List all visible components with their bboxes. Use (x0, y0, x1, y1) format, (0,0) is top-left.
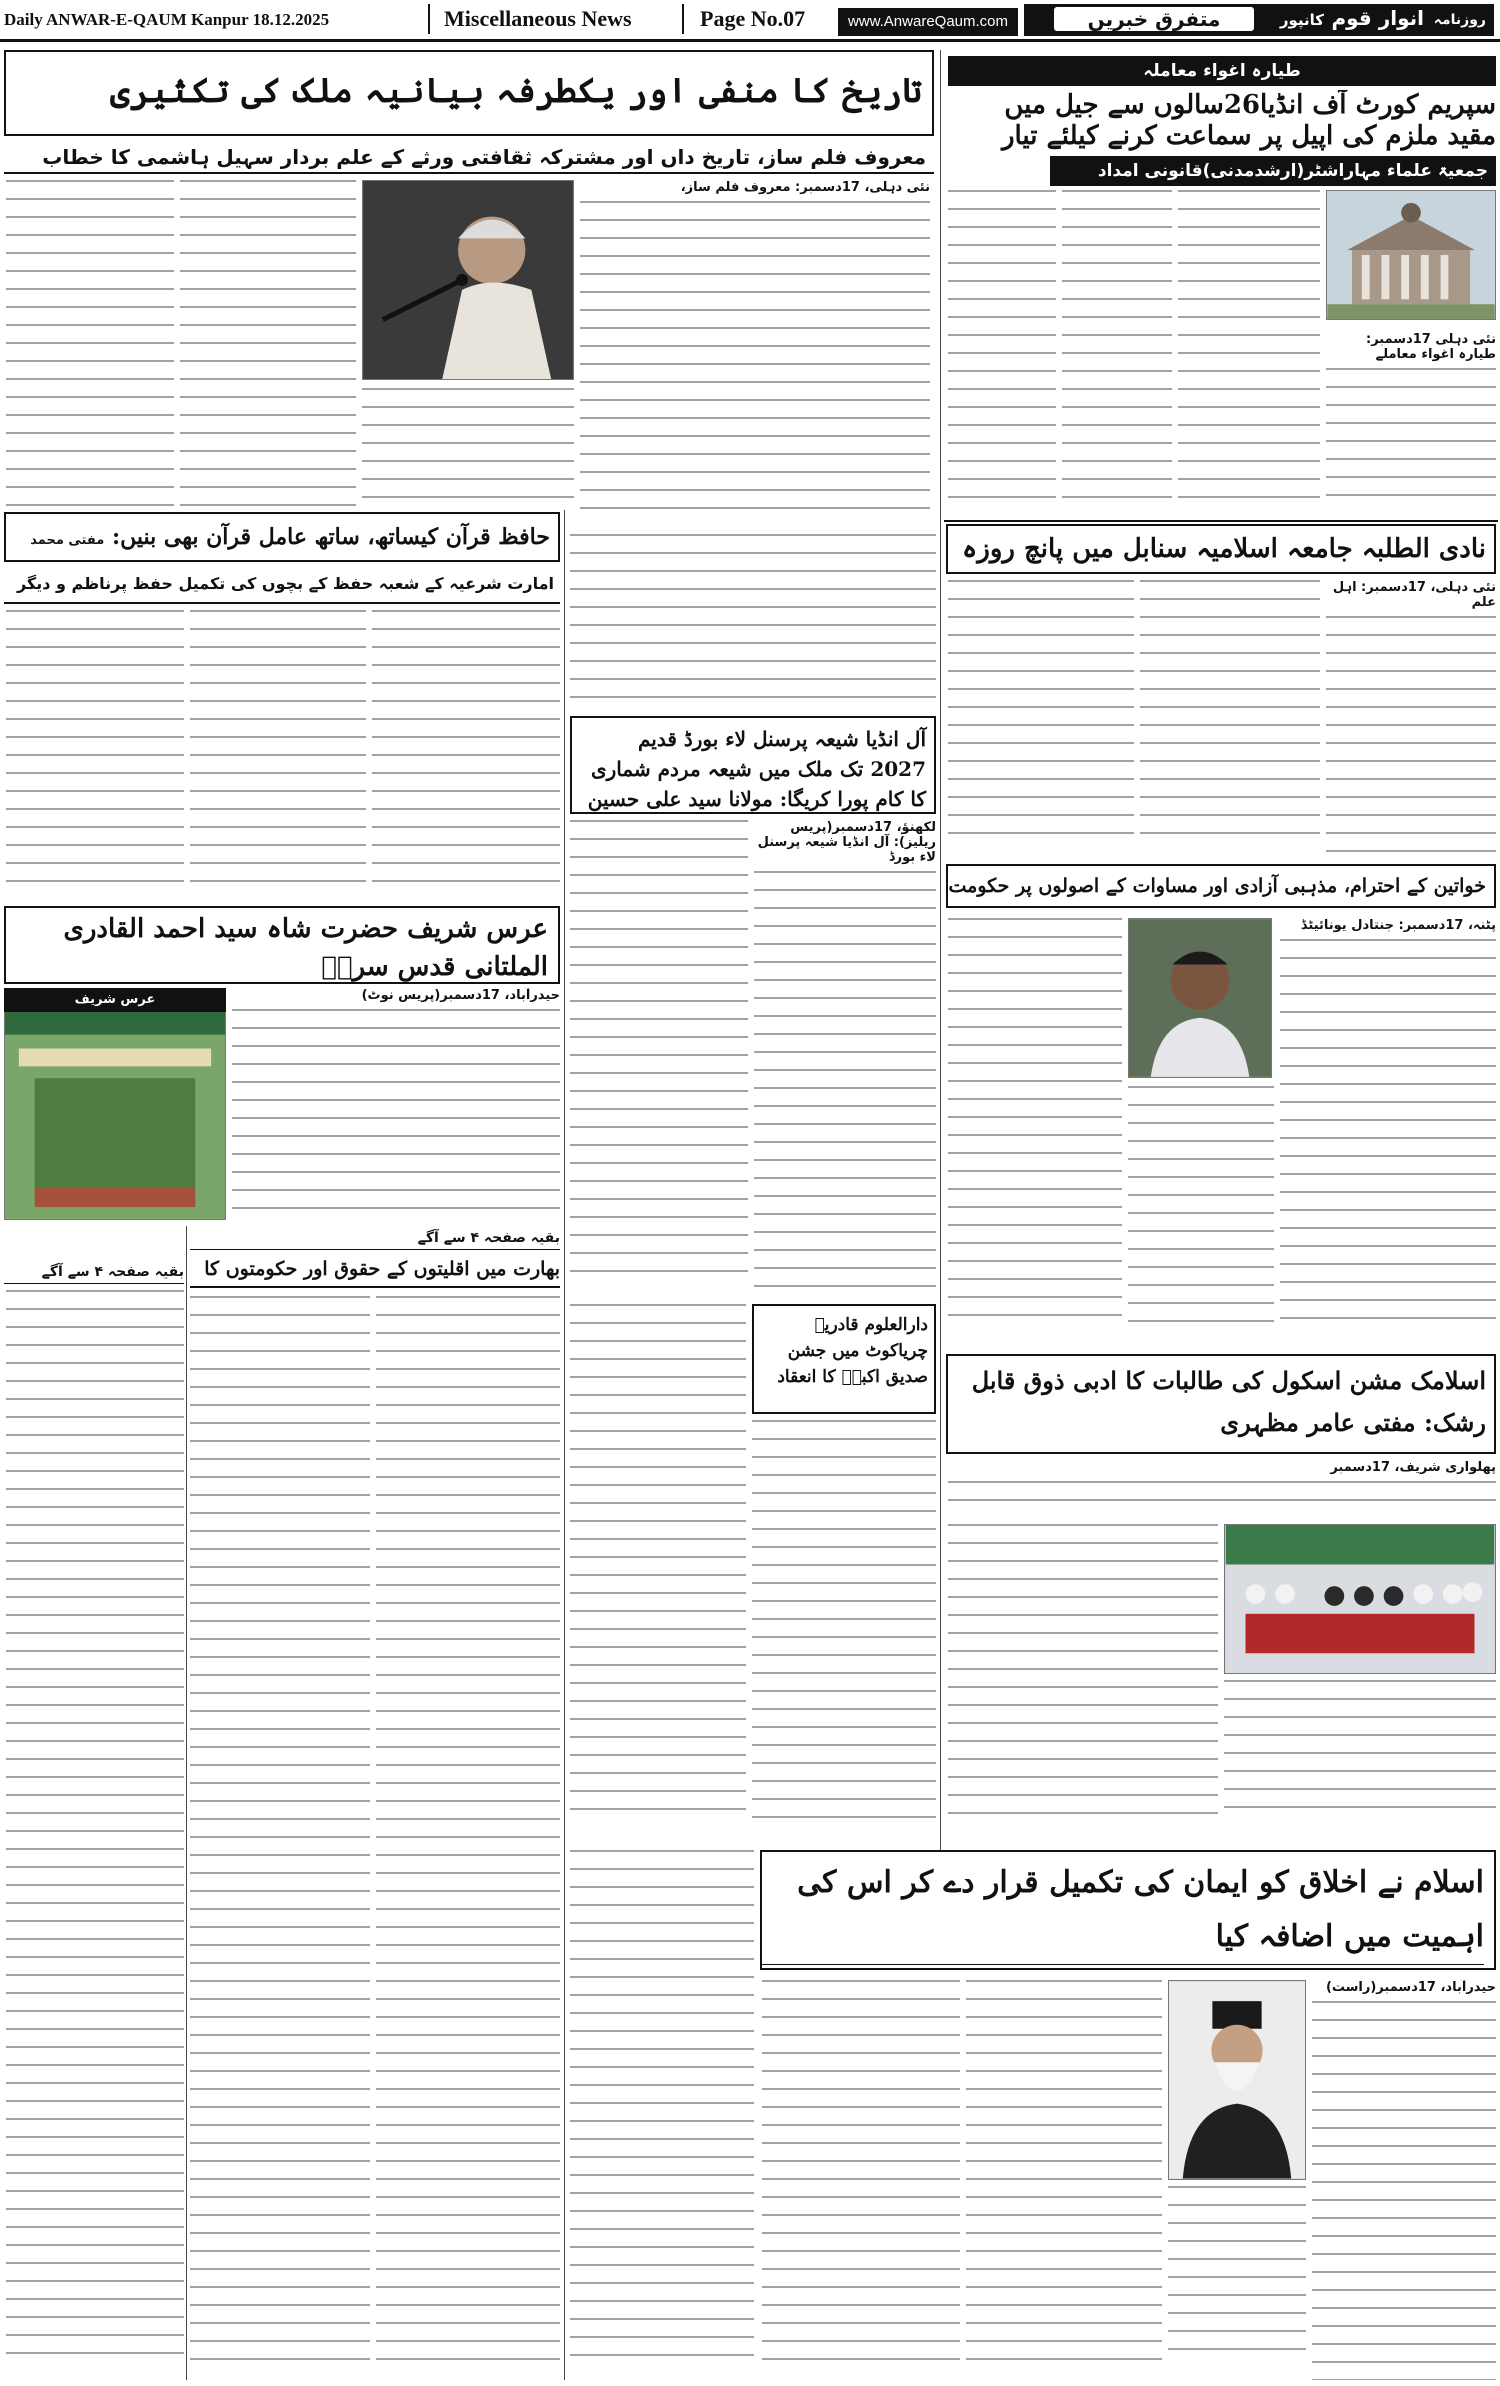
mission-school-subhead (948, 1444, 1486, 1454)
body-darul-uloom (752, 1420, 936, 1844)
body-history-col1 (580, 180, 930, 530)
headline-darul-uloom: دارالعلوم قادریہ چریاکوٹ میں جشن صدیق اکبرؓ کا انعقاد (752, 1304, 936, 1414)
body-history-continued (570, 534, 936, 712)
islam-akhlaq-title: اسلام نے اخلاق کو ایمان کی تکمیل قرار دے کر اس کی اہمیت میں اضافہ کیا (797, 1865, 1484, 1954)
dateline-supreme-court: نئی دہلی 17دسمبر: طیارہ اغواء معاملے (1366, 332, 1496, 362)
body-hafiz-col3 (6, 610, 184, 900)
section-title: Miscellaneous News (444, 6, 632, 31)
body-continued-col3 (6, 1290, 184, 2380)
speaker-photo (362, 180, 574, 380)
dateline-personal-law: لکھنؤ، 17دسمبر(پریس ریلیز): آل انڈیا شیعہ پرسنل لاء بورڈ (757, 820, 936, 865)
body-islam-akhlaq-col1 (1312, 1980, 1496, 2380)
city-label: کانپور (1279, 11, 1324, 29)
body-women-col1 (1280, 918, 1496, 1348)
hafiz-title: حافظ قرآن کیساتھ، ساتھ عامل قرآن بھی بنیں: (111, 524, 550, 550)
subhead-supreme-court: جمعیۃ علماء مہاراشٹر(ارشدمدنی)قانونی امداد (1050, 156, 1496, 186)
body-hafiz-col2 (190, 610, 366, 900)
continued-label-a: بقیہ صفحہ ۴ سے آگے (190, 1226, 560, 1250)
headline-history: تاریخ کا منفی اور یکطرفہ بیانیہ ملک کی تکثیری (4, 50, 934, 136)
headline-mission-school (946, 1354, 1496, 1454)
dateline-urs: حیدرآباد، 17دسمبر(پریس نوٹ) (361, 988, 560, 1003)
body-mission-school-col2 (948, 1524, 1218, 1844)
body-continued-col1 (376, 1296, 560, 2380)
dateline-mission-school: پھلواری شریف، 17دسمبر (1330, 1460, 1496, 1475)
body-supreme-court-col2 (1178, 190, 1320, 516)
body-supreme-court-col3 (1062, 190, 1172, 516)
daily-label: روزنامہ (1433, 12, 1486, 28)
page-number: Page No.07 (700, 6, 806, 31)
brand-bar (1024, 4, 1494, 36)
body-hafiz-col1 (372, 610, 560, 900)
body-madrasa-col1 (1326, 580, 1496, 860)
body-supreme-court-col1 (1326, 326, 1496, 516)
kicker-supreme-court: طیارہ اغواء معاملہ (948, 56, 1496, 86)
headline-women: خواتین کے احترام، مذہبی آزادی اور مساوات کے اصولوں پر حکومت (946, 864, 1496, 908)
body-personal-law-col1 (754, 820, 936, 1300)
body-women-col2 (1128, 1086, 1274, 1348)
headline-islam-akhlaq (760, 1850, 1496, 1970)
body-continued-col2 (190, 1296, 370, 2380)
classroom-photo (1224, 1524, 1496, 1674)
body-islam-akhlaq-col4 (762, 1980, 960, 2380)
body-madrasa-col2 (1140, 580, 1320, 860)
body-supreme-court-col4 (948, 190, 1056, 516)
body-history-col4 (6, 180, 174, 530)
subhead-history: معروف فلم ساز، تاریخ داں اور مشترکہ ثقافتی ورثے کے علم بردار سہیل ہاشمی کا خطاب (4, 140, 934, 174)
body-urs (232, 988, 560, 1220)
mission-school-title: اسلامک مشن اسکول کی طالبات کا ادبی ذوق قابل رشک: مفتی عامر مظہری (971, 1366, 1486, 1437)
continued-label-b: بقیہ صفحہ ۴ سے آگے (4, 1260, 184, 1284)
nazre-alam-photo (1128, 918, 1272, 1078)
maulana-photo (1168, 1980, 1306, 2180)
body-history-col3 (180, 180, 356, 530)
supreme-court-photo (1326, 190, 1496, 320)
body-history-col2 (362, 388, 574, 528)
body-personal-law-col3 (570, 1304, 746, 1844)
urs-banner-caption: عرس شریف (4, 988, 226, 1012)
dateline-islam-akhlaq: حیدرآباد، 17دسمبر(راست) (1325, 1980, 1496, 1995)
body-women-col3 (948, 918, 1122, 1348)
body-islam-akhlaq-col3 (966, 1980, 1162, 2380)
headline-personal-law: آل انڈیا شیعہ پرسنل لاء بورڈ قدیم 2027 تک ملک میں شیعہ مردم شماری کا کام پورا کریگا: مولانا سید علی حسین (570, 716, 936, 814)
body-mission-school-top (948, 1460, 1496, 1520)
body-personal-law-col2 (570, 820, 748, 1300)
body-islam-akhlaq-col2 (1168, 2186, 1306, 2380)
islam-akhlaq-subhead (762, 1964, 1484, 1970)
dateline-women: پٹنہ، 17دسمبر: جنتادل یونائیٹڈ (1300, 918, 1496, 933)
dateline-madrasa: نئی دہلی، 17دسمبر: اہل علم (1332, 580, 1496, 610)
section-urdu: متفرق خبریں (1054, 7, 1254, 31)
urs-photo (4, 988, 226, 1220)
dateline-history: نئی دہلی، 17دسمبر: معروف فلم ساز، (680, 180, 930, 195)
headline-continued: بھارت میں اقلیتوں کے حقوق اور حکومتوں کا (190, 1252, 560, 1288)
edition-line: Daily ANWAR-E-QAUM Kanpur 18.12.2025 (4, 10, 330, 29)
court-building-icon (1327, 191, 1495, 319)
headline-supreme-court: سپریم کورٹ آف انڈیا26سالوں سے جیل میں مقید ملزم کی اپیل پر سماعت کرنے کیلئے تیار (1001, 90, 1496, 151)
headline-hafiz (4, 512, 560, 562)
website-url[interactable]: www.AnwareQaum.com (838, 8, 1018, 36)
subhead-hafiz: امارت شرعیہ کے شعبہ حفظ کے بچوں کی تکمیل حفظ پرناظم و دیگر (4, 566, 560, 604)
body-continued-col4 (570, 1850, 754, 2380)
paper-name: انوار قوم (1331, 6, 1424, 30)
headline-urs: عرس شریف حضرت شاہ سید احمد القادری الملتانی قدس سرہٗ (4, 906, 560, 984)
body-madrasa-col3 (948, 580, 1134, 860)
masthead (0, 0, 1500, 42)
headline-madrasa: نادی الطلبہ جامعہ اسلامیہ سنابل میں پانچ روزہ (946, 524, 1496, 574)
body-mission-school-col1 (1224, 1680, 1496, 1844)
hafiz-byline: مفتی محمد (30, 533, 105, 548)
